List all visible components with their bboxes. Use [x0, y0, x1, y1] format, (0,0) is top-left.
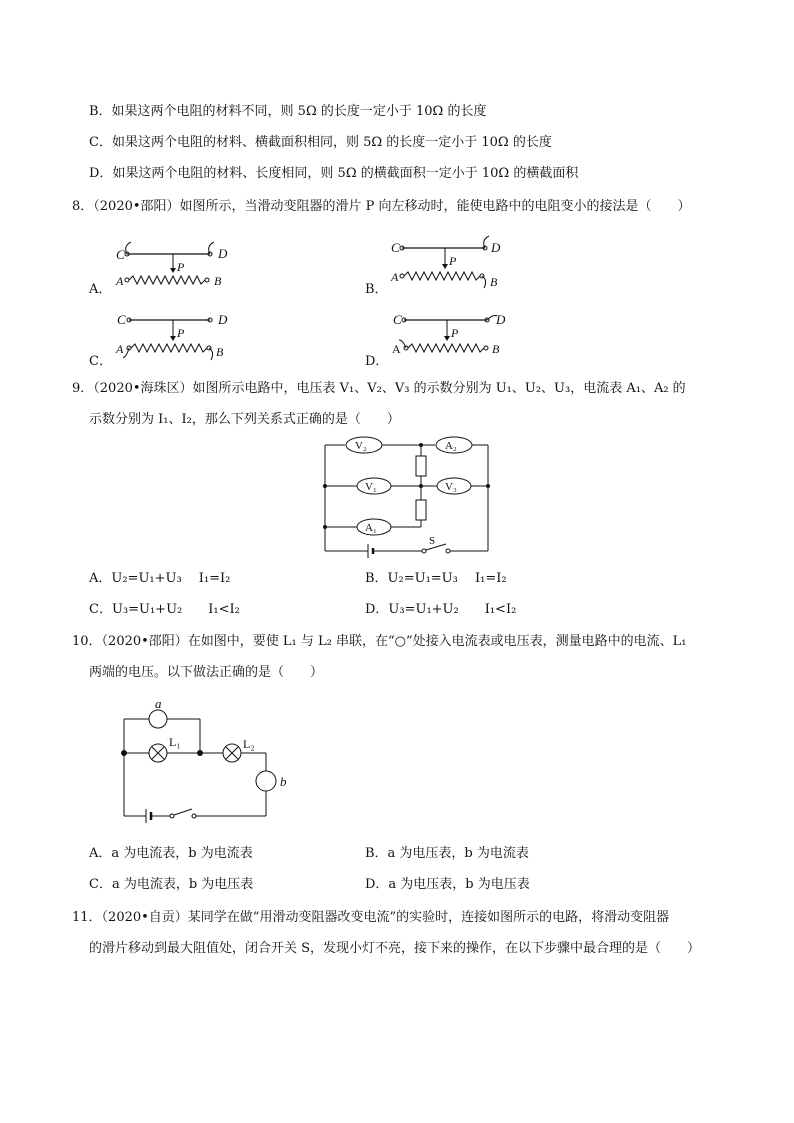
terminal-c: C — [117, 312, 126, 327]
terminal-d: D — [491, 240, 501, 255]
q11-stem-line2: 的滑片移动到最大阻值处，闭合开关 S，发现小灯不亮，接下来的操作，在以下步骤中最合理的是（ ） — [89, 941, 701, 956]
meter-a-label: a — [155, 696, 162, 711]
terminal-d: D — [496, 312, 506, 327]
slider-p: P — [449, 254, 457, 268]
q11-stem-line1: 11．（2020•自贡）某同学在做“用滑动变阻器改变电流”的实验时，连接如图所示的电路，将滑动变阻器 — [72, 910, 670, 925]
q10-option-d: D．a 为电压表，b 为电压表 — [365, 877, 530, 892]
q8-label-a: A． — [89, 282, 112, 297]
q10-stem-line1: 10．（2020•邵阳）在如图中，要使 L₁ 与 L₂ 串联，在“○”处接入电流表或电压表，测量电路中的电流、L₁ — [72, 634, 687, 649]
terminal-c: C — [391, 240, 400, 255]
q9-option-a: A．U₂=U₁+U₃ I₁=I₂ — [89, 571, 231, 586]
terminal-c: C — [393, 312, 402, 327]
ammeter-a1: A₁ — [365, 522, 377, 534]
terminal-a: A — [116, 274, 124, 288]
q10-stem-line2: 两端的电压。以下做法正确的是（ ） — [89, 665, 324, 680]
meter-b-label: b — [280, 774, 287, 789]
q7-option-c: C．如果这两个电阻的材料、横截面积相同，则 5Ω 的长度一定小于 10Ω 的长度 — [89, 135, 552, 150]
q10-option-a: A．a 为电流表，b 为电流表 — [89, 846, 253, 861]
voltmeter-v1: V₁ — [365, 481, 377, 493]
voltmeter-v3: V₃ — [445, 481, 457, 493]
rheostat-diagram-a — [115, 240, 235, 290]
q9-stem-line2: 示数分别为 I₁、I₂，那么下列关系式正确的是（ ） — [89, 412, 400, 427]
lamp-l1-label: L₁ — [169, 735, 181, 749]
terminal-d: D — [218, 312, 228, 327]
terminal-a: A — [116, 342, 124, 356]
slider-p: P — [177, 326, 185, 340]
rheostat-diagram-d — [392, 308, 512, 363]
terminal-a: A — [391, 270, 399, 284]
terminal-a: A — [392, 342, 401, 356]
q7-option-d: D．如果这两个电阻的材料、长度相同，则 5Ω 的横截面积一定小于 10Ω 的横截面积 — [89, 166, 579, 181]
q7-option-b: B．如果这两个电阻的材料不同，则 5Ω 的长度一定小于 10Ω 的长度 — [89, 104, 487, 119]
q8-label-b: B． — [365, 282, 388, 297]
terminal-b: B — [492, 342, 500, 356]
slider-p: P — [177, 260, 185, 274]
q9-option-c: C．U₃=U₁+U₂ I₁<I₂ — [89, 602, 240, 617]
q8-label-c: C． — [89, 354, 112, 369]
q10-circuit-diagram — [118, 696, 293, 821]
ammeter-a2: A₂ — [445, 440, 457, 452]
voltmeter-v2: V₂ — [355, 440, 367, 452]
rheostat-diagram-c — [115, 308, 235, 363]
slider-p: P — [451, 326, 459, 340]
switch-s: S — [429, 535, 436, 547]
q9-circuit-diagram — [322, 440, 492, 555]
q9-option-d: D．U₃=U₁+U₂ I₁<I₂ — [365, 602, 517, 617]
q10-option-b: B．a 为电压表，b 为电流表 — [365, 846, 529, 861]
terminal-d: D — [218, 246, 228, 261]
terminal-c: C — [116, 247, 125, 262]
q8-label-d: D． — [365, 354, 389, 369]
lamp-l2-label: L₂ — [243, 737, 255, 751]
q8-stem: 8．（2020•邵阳）如图所示，当滑动变阻器的滑片 P 向左移动时，能使电路中的电阻变小的接法是（ ） — [72, 199, 691, 214]
q9-option-b: B．U₂=U₁=U₃ I₁=I₂ — [365, 571, 507, 586]
rheostat-diagram-b — [390, 236, 510, 291]
terminal-b: B — [490, 275, 498, 289]
q10-option-c: C．a 为电流表，b 为电压表 — [89, 877, 254, 892]
q9-stem-line1: 9．（2020•海珠区）如图所示电路中，电压表 V₁、V₂、V₃ 的示数分别为 U₁、U₂、U₃，电流表 A₁、A₂ 的 — [72, 381, 686, 396]
terminal-b: B — [216, 345, 224, 359]
terminal-b: B — [214, 274, 222, 288]
